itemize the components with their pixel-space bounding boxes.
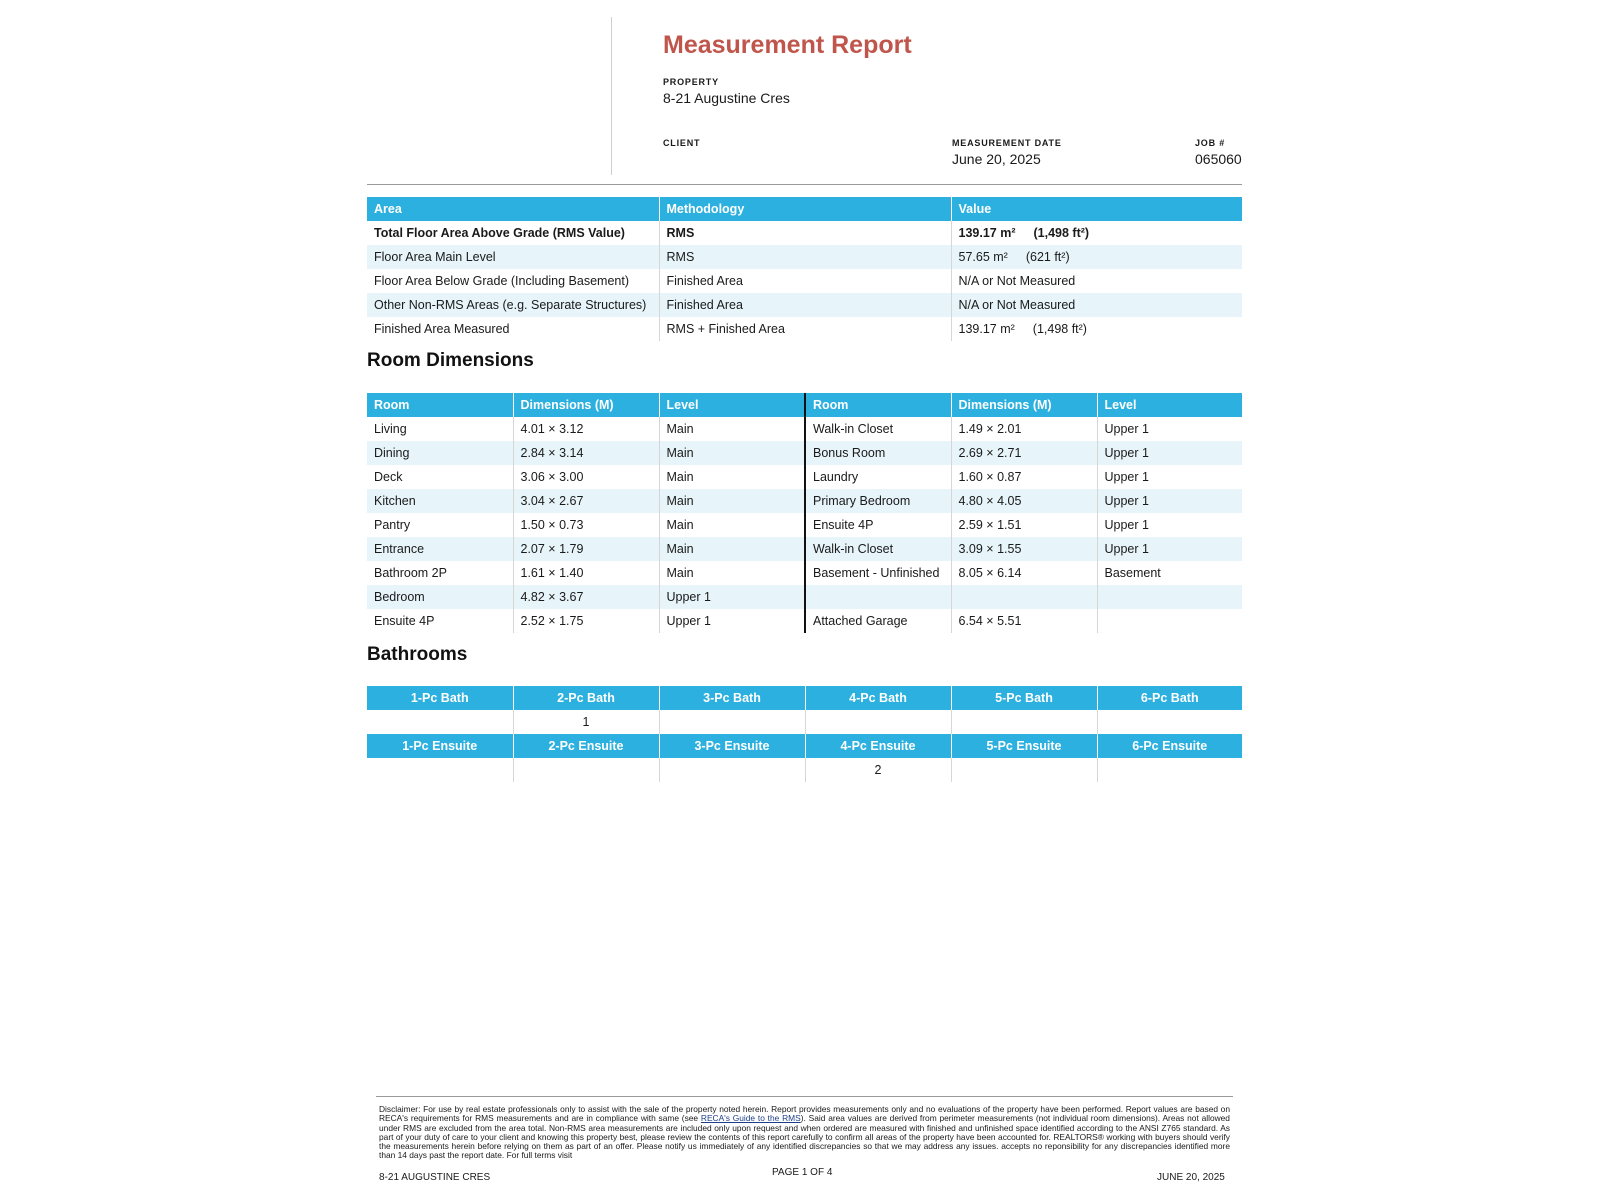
level-cell: Upper 1 — [659, 609, 805, 633]
bath-count-row — [367, 710, 1242, 734]
room-cell: Laundry — [805, 465, 951, 489]
area-table-header — [367, 197, 1242, 221]
dimensions-cell: 2.07 × 1.79 — [513, 537, 659, 561]
ensuite-count — [513, 758, 659, 782]
dimensions-cell: 1.50 × 0.73 — [513, 513, 659, 537]
level-cell: Main — [659, 537, 805, 561]
bath-header: 2-Pc Bath — [513, 686, 659, 710]
ensuite-count — [951, 758, 1097, 782]
bath-count — [367, 710, 513, 734]
disclaimer-part-1: Disclaimer: For use by real estate professionals only to assist with the sale of the property noted herein. Report provides measurements only and no evaluations of the property have been performed. Report values are based on RECA's requirements for RMS measurements and are in compliance with same (see — [379, 1104, 1230, 1124]
ensuite-count — [659, 758, 805, 782]
dimensions-cell: 6.54 × 5.51 — [951, 609, 1097, 633]
room-cell: Bathroom 2P — [367, 561, 513, 585]
level-cell: Upper 1 — [1104, 470, 1149, 484]
disclaimer-text — [379, 1105, 1230, 1161]
room-row — [367, 609, 1242, 633]
area-cell: Floor Area Main Level — [367, 245, 659, 269]
ensuite-header: 6-Pc Ensuite — [1097, 734, 1242, 758]
ensuite-header: 2-Pc Ensuite — [513, 734, 659, 758]
bath-count — [659, 710, 805, 734]
value-imperial: (1,498 ft²) — [1032, 322, 1087, 336]
level-cell — [1097, 609, 1242, 633]
footer-address: 8-21 AUGUSTINE CRES — [379, 1172, 491, 1183]
value-cell — [951, 269, 1242, 293]
level-cell: Upper 1 — [1104, 518, 1149, 532]
level-cell: Upper 1 — [1097, 441, 1242, 465]
methodology-cell: Finished Area — [659, 269, 951, 293]
methodology-cell: RMS — [659, 221, 951, 245]
room-cell: Walk-in Closet — [805, 417, 951, 441]
logo-area — [367, 17, 611, 175]
room-cell: Ensuite 4P — [367, 609, 513, 633]
methodology-cell: RMS + Finished Area — [659, 317, 951, 341]
bath-count — [951, 710, 1097, 734]
room-row — [367, 537, 1242, 561]
room-row — [367, 441, 1242, 465]
dimensions-cell: 4.01 × 3.12 — [513, 417, 659, 441]
level-cell: Main — [659, 441, 805, 465]
measurement-date-label: MEASUREMENT DATE — [952, 138, 1062, 148]
property-value: 8-21 Augustine Cres — [663, 90, 790, 106]
value-cell — [951, 245, 1242, 269]
area-row — [367, 221, 1242, 245]
value-imperial: (1,498 ft²) — [1033, 226, 1090, 240]
ensuite-header-row — [367, 734, 1242, 758]
job-number-value: 065060 — [1195, 151, 1242, 167]
area-cell: Total Floor Area Above Grade (RMS Value) — [367, 221, 659, 245]
ensuite-count-row — [367, 758, 1242, 782]
dimensions-header: Dimensions (M) — [951, 393, 1097, 417]
dimensions-cell: 8.05 × 6.14 — [951, 561, 1097, 585]
dimensions-cell: 1.60 × 0.87 — [951, 465, 1097, 489]
room-cell: Attached Garage — [805, 609, 951, 633]
bathrooms-table — [367, 686, 1242, 782]
bath-count: 1 — [513, 710, 659, 734]
dimensions-cell: 4.80 × 4.05 — [951, 489, 1097, 513]
dimensions-cell: 2.84 × 3.14 — [513, 441, 659, 465]
level-cell — [1097, 585, 1242, 609]
room-row — [367, 417, 1242, 441]
value-metric: 139.17 m² — [958, 226, 1016, 240]
level-cell: Upper 1 — [659, 585, 805, 609]
level-cell: Main — [659, 513, 805, 537]
area-row — [367, 317, 1242, 341]
ensuite-count: 2 — [805, 758, 951, 782]
dimensions-cell: 4.82 × 3.67 — [513, 585, 659, 609]
measurement-date-value: June 20, 2025 — [952, 151, 1041, 167]
dimensions-cell: 1.61 × 1.40 — [513, 561, 659, 585]
footer-rule — [376, 1096, 1233, 1097]
value-imperial: (621 ft²) — [1025, 250, 1070, 264]
ensuite-header: 3-Pc Ensuite — [659, 734, 805, 758]
room-cell: Living — [367, 417, 513, 441]
bath-header-row — [367, 686, 1242, 710]
rooms-table-header — [367, 393, 1242, 417]
area-summary-table — [367, 197, 1242, 341]
dimensions-cell: 3.09 × 1.55 — [951, 537, 1097, 561]
dimensions-cell — [951, 585, 1097, 609]
room-cell: Primary Bedroom — [805, 489, 951, 513]
room-dimensions-table — [367, 393, 1242, 633]
room-row — [367, 561, 1242, 585]
level-cell: Basement — [1104, 566, 1161, 580]
value-cell — [951, 317, 1242, 341]
value-metric: 139.17 m² — [958, 322, 1015, 336]
header-divider — [611, 17, 612, 175]
property-label: PROPERTY — [663, 77, 719, 87]
ensuite-header: 4-Pc Ensuite — [805, 734, 951, 758]
bath-header: 3-Pc Bath — [659, 686, 805, 710]
room-header: Room — [367, 393, 513, 417]
ensuite-header: 5-Pc Ensuite — [951, 734, 1097, 758]
footer-date: JUNE 20, 2025 — [1157, 1172, 1225, 1183]
header-bottom-rule — [367, 184, 1242, 185]
value-metric: 57.65 m² — [958, 250, 1008, 264]
bath-header: 4-Pc Bath — [805, 686, 951, 710]
area-cell: Other Non-RMS Areas (e.g. Separate Structures) — [367, 293, 659, 317]
property-block — [663, 77, 790, 106]
level-cell: Upper 1 — [1104, 422, 1149, 436]
bath-header: 1-Pc Bath — [367, 686, 513, 710]
report-title: Measurement Report — [663, 31, 912, 59]
client-label: CLIENT — [663, 138, 701, 148]
area-row — [367, 245, 1242, 269]
area-row — [367, 269, 1242, 293]
room-cell: Basement - Unfinished — [805, 561, 951, 585]
job-number-block — [1195, 138, 1242, 167]
ensuite-count — [1097, 758, 1242, 782]
room-header: Room — [805, 393, 951, 417]
level-cell: Main — [659, 417, 805, 441]
value-metric: N/A or Not Measured — [958, 298, 1076, 312]
bath-count — [805, 710, 951, 734]
level-cell: Upper 1 — [1097, 489, 1242, 513]
area-row — [367, 293, 1242, 317]
room-cell: Deck — [367, 465, 513, 489]
room-row — [367, 465, 1242, 489]
room-cell: Pantry — [367, 513, 513, 537]
value-cell — [951, 293, 1242, 317]
reca-guide-link[interactable]: RECA's Guide to the RMS — [700, 1113, 801, 1124]
room-cell: Entrance — [367, 537, 513, 561]
value-cell — [951, 221, 1242, 245]
room-cell: Dining — [367, 441, 513, 465]
room-cell: Kitchen — [367, 489, 513, 513]
level-cell: Main — [659, 561, 805, 585]
methodology-cell: Finished Area — [659, 293, 951, 317]
bath-count — [1097, 710, 1242, 734]
dimensions-cell: 3.04 × 2.67 — [513, 489, 659, 513]
dimensions-cell: 2.52 × 1.75 — [513, 609, 659, 633]
level-cell: Main — [659, 489, 805, 513]
value-metric: N/A or Not Measured — [958, 274, 1076, 288]
dimensions-cell: 2.59 × 1.51 — [951, 513, 1097, 537]
room-dimensions-title: Room Dimensions — [367, 350, 534, 371]
value-header: Value — [951, 197, 1242, 221]
dimensions-cell: 2.69 × 2.71 — [951, 441, 1097, 465]
methodology-header: Methodology — [659, 197, 951, 221]
area-cell: Finished Area Measured — [367, 317, 659, 341]
level-cell: Upper 1 — [1097, 537, 1242, 561]
room-row — [367, 489, 1242, 513]
room-row — [367, 585, 1242, 609]
client-block — [663, 138, 700, 151]
bathrooms-title: Bathrooms — [367, 644, 468, 665]
area-cell: Floor Area Below Grade (Including Basement) — [367, 269, 659, 293]
ensuite-count — [367, 758, 513, 782]
methodology-cell: RMS — [659, 245, 951, 269]
measurement-date-block — [952, 138, 1062, 167]
bath-header: 5-Pc Bath — [951, 686, 1097, 710]
room-cell — [805, 585, 951, 609]
dimensions-cell: 1.49 × 2.01 — [951, 417, 1097, 441]
job-number-label: JOB # — [1195, 138, 1226, 148]
room-cell: Walk-in Closet — [805, 537, 951, 561]
dimensions-header: Dimensions (M) — [513, 393, 659, 417]
level-header: Level — [659, 393, 805, 417]
dimensions-cell: 3.06 × 3.00 — [513, 465, 659, 489]
disclaimer-part-2: ). Said area values are derived from perimeter measurements (not individual room dimensions). Areas not allowed under RMS are excluded from the area total. Non-RMS area measurements are included only upon request and when ordered are measured with finished and unfinished space identified according to the ANSI Z765 standard. As part of your duty of care to your client and knowing this property best, please review the contents of this report carefully to confirm all areas of the property have been accounted for. REALTORS® working with buyers should verify the measurements herein before relying on them as part of an offer. Please notify us immediately of any identified discrepancies so that we may address any issues. accepts no reponsibility for any discrepancies identified more than 14 days past the report date. For full terms visit — [379, 1113, 1230, 1161]
room-cell: Bedroom — [367, 585, 513, 609]
ensuite-header: 1-Pc Ensuite — [367, 734, 513, 758]
bath-header: 6-Pc Bath — [1097, 686, 1242, 710]
room-row — [367, 513, 1242, 537]
area-header: Area — [367, 197, 659, 221]
footer-page-number: PAGE 1 OF 4 — [772, 1167, 833, 1178]
level-cell: Main — [659, 465, 805, 489]
room-cell: Bonus Room — [805, 441, 951, 465]
room-cell: Ensuite 4P — [805, 513, 951, 537]
report-header — [367, 17, 1242, 185]
level-header: Level — [1097, 393, 1242, 417]
